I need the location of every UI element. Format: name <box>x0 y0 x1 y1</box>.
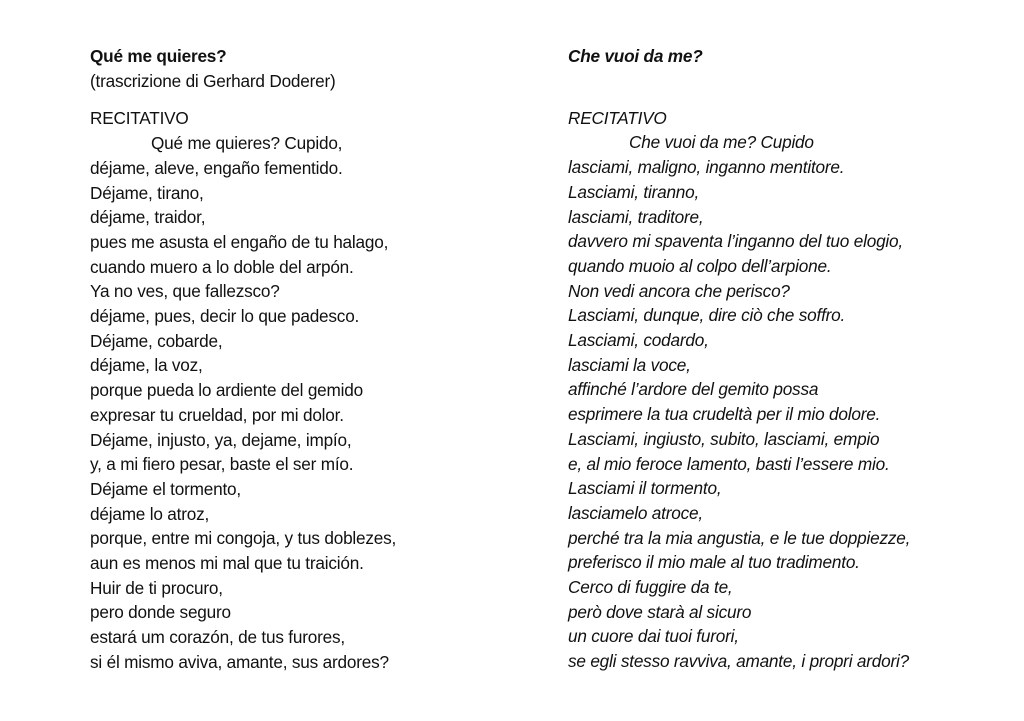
italian-verse-line: Lasciami, tiranno, <box>568 181 700 202</box>
spanish-subtitle: (trascrizione di Gerhard Doderer) <box>90 70 336 91</box>
italian-verse-line: davvero mi spaventa l’inganno del tuo elogio, <box>568 231 903 252</box>
italian-verse-line: se egli stesso ravviva, amante, i propri ardori? <box>568 651 909 672</box>
italian-verse-line: Lasciami, codardo, <box>568 330 709 351</box>
spanish-column <box>90 44 396 675</box>
italian-verse-line: Lasciami, dunque, dire ciò che soffro. <box>568 305 846 326</box>
spacer <box>90 93 396 106</box>
italian-verse-line: preferisco il mio male al tuo tradimento. <box>568 552 860 573</box>
italian-verse-line: Lasciami il tormento, <box>568 478 722 499</box>
spanish-verse-line: déjame, pues, decir lo que padesco. <box>90 306 360 327</box>
italian-verse-line: lasciami, traditore, <box>568 206 704 227</box>
spanish-section-heading: RECITATIVO <box>90 108 189 129</box>
spanish-verse-line: expresar tu crueldad, por mi dolor. <box>90 404 344 425</box>
spanish-verse <box>90 131 396 674</box>
spanish-verse-line: déjame, traidor, <box>90 207 206 228</box>
spanish-verse-line: y, a mi fiero pesar, baste el ser mío. <box>90 454 354 475</box>
spanish-verse-line: Déjame, tirano, <box>90 182 204 203</box>
italian-section-heading: RECITATIVO <box>568 107 667 128</box>
italian-verse-line: Lasciami, ingiusto, subito, lasciami, empio <box>568 428 880 449</box>
italian-verse-line: lasciami la voce, <box>568 354 691 375</box>
italian-column <box>568 44 910 674</box>
italian-verse <box>568 130 910 673</box>
spanish-verse-line: Ya no ves, que fallezsco? <box>90 281 280 302</box>
spanish-verse-line: porque, entre mi congoja, y tus doblezes, <box>90 528 397 549</box>
spanish-title: Qué me quieres? <box>90 46 227 66</box>
spanish-verse-line: pues me asusta el engaño de tu halago, <box>90 231 389 252</box>
italian-verse-line: quando muoio al colpo dell’arpione. <box>568 255 832 276</box>
spanish-verse-line: Déjame, cobarde, <box>90 330 223 351</box>
spanish-verse-line: Déjame, injusto, ya, dejame, impío, <box>90 429 352 450</box>
spanish-verse-line: porque pueda lo ardiente del gemido <box>90 380 363 401</box>
italian-verse-line: Che vuoi da me? Cupido <box>629 132 814 153</box>
italian-verse-line: esprimere la tua crudeltà per il mio dolore. <box>568 404 881 425</box>
spanish-verse-line: estará um corazón, de tus furores, <box>90 627 345 648</box>
spanish-verse-line: aun es menos mi mal que tu traición. <box>90 553 364 574</box>
italian-verse-line: e, al mio feroce lamento, basti l’essere mio. <box>568 453 890 474</box>
italian-verse-line: lasciamelo atroce, <box>568 502 703 523</box>
italian-verse-line: un cuore dai tuoi furori, <box>568 626 739 647</box>
spanish-verse-line: Qué me quieres? Cupido, <box>151 133 343 154</box>
spanish-verse-line: cuando muero a lo doble del arpón. <box>90 256 354 277</box>
italian-verse-line: però dove starà al sicuro <box>568 601 752 622</box>
spanish-verse-line: déjame, la voz, <box>90 355 203 376</box>
spanish-verse-line: déjame, aleve, engaño fementido. <box>90 157 343 178</box>
italian-verse-line: lasciami, maligno, inganno mentitore. <box>568 157 845 178</box>
spanish-verse-line: pero donde seguro <box>90 602 231 623</box>
spanish-verse-line: Déjame el tormento, <box>90 478 241 499</box>
italian-title: Che vuoi da me? <box>568 46 703 66</box>
italian-verse-line: Cerco di fuggire da te, <box>568 577 733 598</box>
spacer <box>568 69 910 106</box>
spanish-verse-line: déjame lo atroz, <box>90 503 210 524</box>
spanish-verse-line: Huir de ti procuro, <box>90 577 223 598</box>
italian-verse-line: Non vedi ancora che perisco? <box>568 280 790 301</box>
spanish-verse-line: si él mismo aviva, amante, sus ardores? <box>90 651 389 672</box>
italian-verse-line: perché tra la mia angustia, e le tue doppiezze, <box>568 527 911 548</box>
italian-verse-line: affinché l’ardore del gemito possa <box>568 379 819 400</box>
